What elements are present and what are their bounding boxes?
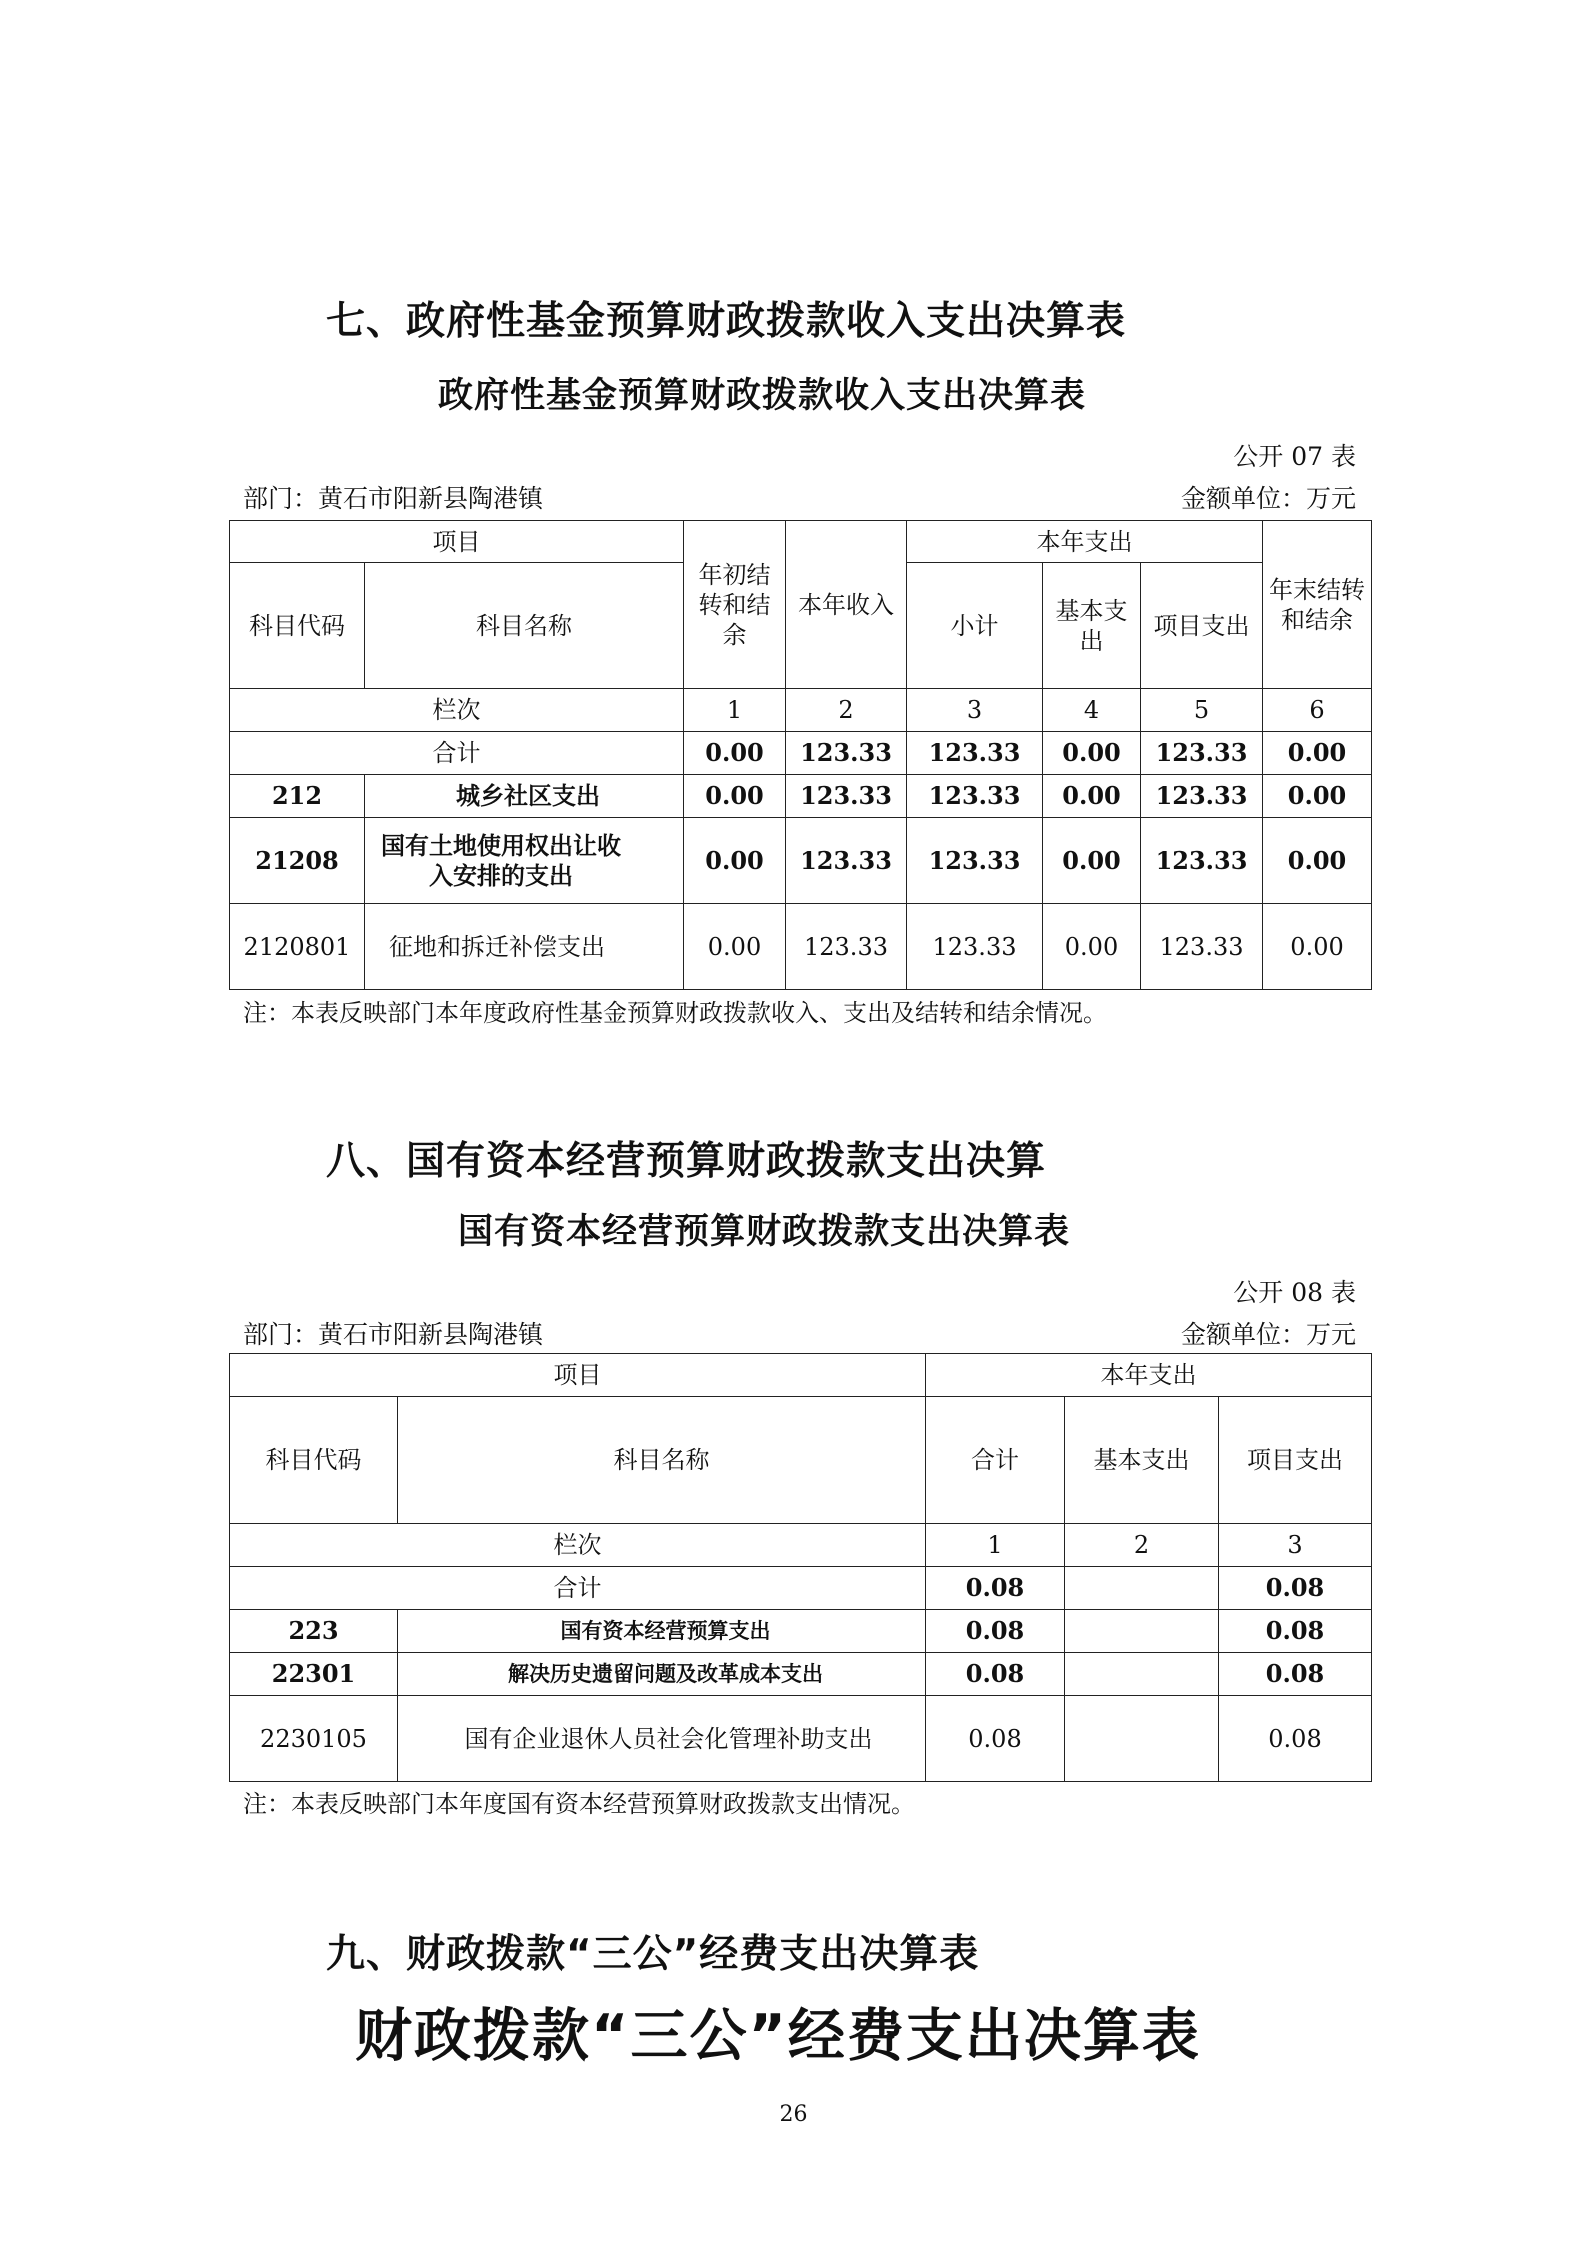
cell-value: 123.33 bbox=[907, 904, 1043, 990]
section9-table-title: 财政拨款“三公”经费支出决算表 bbox=[355, 2003, 1201, 2069]
table-row bbox=[230, 775, 1372, 818]
cell-value: 0.08 bbox=[926, 1696, 1065, 1782]
col-index: 3 bbox=[907, 689, 1043, 732]
cell-value: 0.00 bbox=[1263, 818, 1372, 904]
col-index: 4 bbox=[1043, 689, 1141, 732]
header-item: 项目 bbox=[230, 521, 684, 563]
cell-code: 212 bbox=[230, 775, 365, 818]
header-name: 科目名称 bbox=[398, 1397, 926, 1524]
cell-name: 国有资本经营预算支出 bbox=[398, 1610, 926, 1653]
total-label: 合计 bbox=[230, 732, 684, 775]
cell-value: 0.00 bbox=[1043, 818, 1141, 904]
col-index: 1 bbox=[684, 689, 786, 732]
cell-code: 223 bbox=[230, 1610, 398, 1653]
col-index: 2 bbox=[1065, 1524, 1219, 1567]
header-code: 科目代码 bbox=[230, 563, 365, 689]
header-lanci: 栏次 bbox=[230, 689, 684, 732]
header-basic: 基本支出 bbox=[1065, 1397, 1219, 1524]
section7-heading: 七、政府性基金预算财政拨款收入支出决算表 bbox=[326, 299, 1127, 344]
col-index: 1 bbox=[926, 1524, 1065, 1567]
header-code: 科目代码 bbox=[230, 1397, 398, 1524]
cell-value: 0.08 bbox=[926, 1653, 1065, 1696]
section8-note: 注：本表反映部门本年度国有资本经营预算财政拨款支出情况。 bbox=[243, 1790, 915, 1818]
col-index: 2 bbox=[786, 689, 907, 732]
header-basic: 基本支出 bbox=[1043, 563, 1141, 689]
cell-value: 123.33 bbox=[786, 775, 907, 818]
table-row bbox=[230, 818, 1372, 904]
cell-code: 22301 bbox=[230, 1653, 398, 1696]
cell-name: 城乡社区支出 bbox=[365, 775, 684, 818]
header-expense: 本年支出 bbox=[907, 521, 1263, 563]
cell-value: 123.33 bbox=[786, 818, 907, 904]
table-row bbox=[230, 1653, 1372, 1696]
cell-name: 国有企业退休人员社会化管理补助支出 bbox=[398, 1696, 926, 1782]
cell-name: 国有土地使用权出让收入安排的支出 bbox=[365, 818, 684, 904]
cell-value: 0.00 bbox=[684, 775, 786, 818]
cell-name: 征地和拆迁补偿支出 bbox=[365, 904, 684, 990]
cell-value: 0.08 bbox=[1219, 1653, 1372, 1696]
cell-value: 123.33 bbox=[1141, 818, 1263, 904]
col-index: 5 bbox=[1141, 689, 1263, 732]
cell-value: 0.00 bbox=[1043, 732, 1141, 775]
cell-value: 0.08 bbox=[1219, 1610, 1372, 1653]
header-project: 项目支出 bbox=[1219, 1397, 1372, 1524]
section7-table-title: 政府性基金预算财政拨款收入支出决算表 bbox=[438, 376, 1087, 416]
table-row bbox=[230, 904, 1372, 990]
cell-value: 0.00 bbox=[1263, 775, 1372, 818]
section7-form-no: 公开 07 表 bbox=[1233, 442, 1356, 471]
cell-value: 123.33 bbox=[907, 732, 1043, 775]
section8-table bbox=[229, 1353, 1372, 1782]
cell-value: 0.00 bbox=[1263, 732, 1372, 775]
section7-unit: 金额单位：万元 bbox=[1180, 484, 1356, 513]
header-income: 本年收入 bbox=[786, 521, 907, 689]
section8-heading: 八、国有资本经营预算财政拨款支出决算 bbox=[326, 1139, 1047, 1184]
cell-value: 0.00 bbox=[1043, 904, 1141, 990]
table-row bbox=[230, 1696, 1372, 1782]
table-row-total bbox=[230, 732, 1372, 775]
section8-table-title: 国有资本经营预算财政拨款支出决算表 bbox=[458, 1212, 1071, 1252]
section8-dept: 部门：黄石市阳新县陶港镇 bbox=[243, 1320, 544, 1349]
cell-code: 2120801 bbox=[230, 904, 365, 990]
cell-value: 123.33 bbox=[786, 904, 907, 990]
cell-value bbox=[1065, 1696, 1219, 1782]
cell-value bbox=[1065, 1567, 1219, 1610]
header-expense: 本年支出 bbox=[926, 1354, 1372, 1397]
cell-value bbox=[1065, 1610, 1219, 1653]
cell-value: 123.33 bbox=[786, 732, 907, 775]
cell-value: 0.00 bbox=[1263, 904, 1372, 990]
section8-form-no: 公开 08 表 bbox=[1233, 1278, 1356, 1307]
section7-note: 注：本表反映部门本年度政府性基金预算财政拨款收入、支出及结转和结余情况。 bbox=[243, 999, 1107, 1027]
section7-table bbox=[229, 520, 1372, 990]
page-number: 26 bbox=[779, 2102, 808, 2127]
cell-value: 0.00 bbox=[684, 818, 786, 904]
section8-unit: 金额单位：万元 bbox=[1180, 1320, 1356, 1349]
total-label: 合计 bbox=[230, 1567, 926, 1610]
header-end-balance: 年末结转和结余 bbox=[1263, 521, 1372, 689]
cell-value: 123.33 bbox=[1141, 775, 1263, 818]
cell-value: 0.08 bbox=[926, 1567, 1065, 1610]
cell-value: 123.33 bbox=[907, 775, 1043, 818]
header-total: 合计 bbox=[926, 1397, 1065, 1524]
cell-value: 0.00 bbox=[684, 904, 786, 990]
cell-value: 0.00 bbox=[684, 732, 786, 775]
header-subtotal: 小计 bbox=[907, 563, 1043, 689]
table-row-total bbox=[230, 1567, 1372, 1610]
cell-code: 21208 bbox=[230, 818, 365, 904]
cell-value: 0.08 bbox=[1219, 1696, 1372, 1782]
cell-value: 0.08 bbox=[1219, 1567, 1372, 1610]
header-name: 科目名称 bbox=[365, 563, 684, 689]
col-index: 3 bbox=[1219, 1524, 1372, 1567]
cell-value: 123.33 bbox=[907, 818, 1043, 904]
col-index: 6 bbox=[1263, 689, 1372, 732]
cell-code: 2230105 bbox=[230, 1696, 398, 1782]
cell-value: 0.08 bbox=[926, 1610, 1065, 1653]
section9-heading: 九、财政拨款“三公”经费支出决算表 bbox=[326, 1932, 980, 1977]
cell-value: 123.33 bbox=[1141, 732, 1263, 775]
cell-value: 123.33 bbox=[1141, 904, 1263, 990]
section7-dept: 部门：黄石市阳新县陶港镇 bbox=[243, 484, 544, 513]
header-project: 项目支出 bbox=[1141, 563, 1263, 689]
table-row bbox=[230, 1610, 1372, 1653]
header-item: 项目 bbox=[230, 1354, 926, 1397]
cell-value bbox=[1065, 1653, 1219, 1696]
header-lanci: 栏次 bbox=[230, 1524, 926, 1567]
header-start-balance: 年初结转和结余 bbox=[684, 521, 786, 689]
cell-name: 解决历史遗留问题及改革成本支出 bbox=[398, 1653, 926, 1696]
cell-value: 0.00 bbox=[1043, 775, 1141, 818]
